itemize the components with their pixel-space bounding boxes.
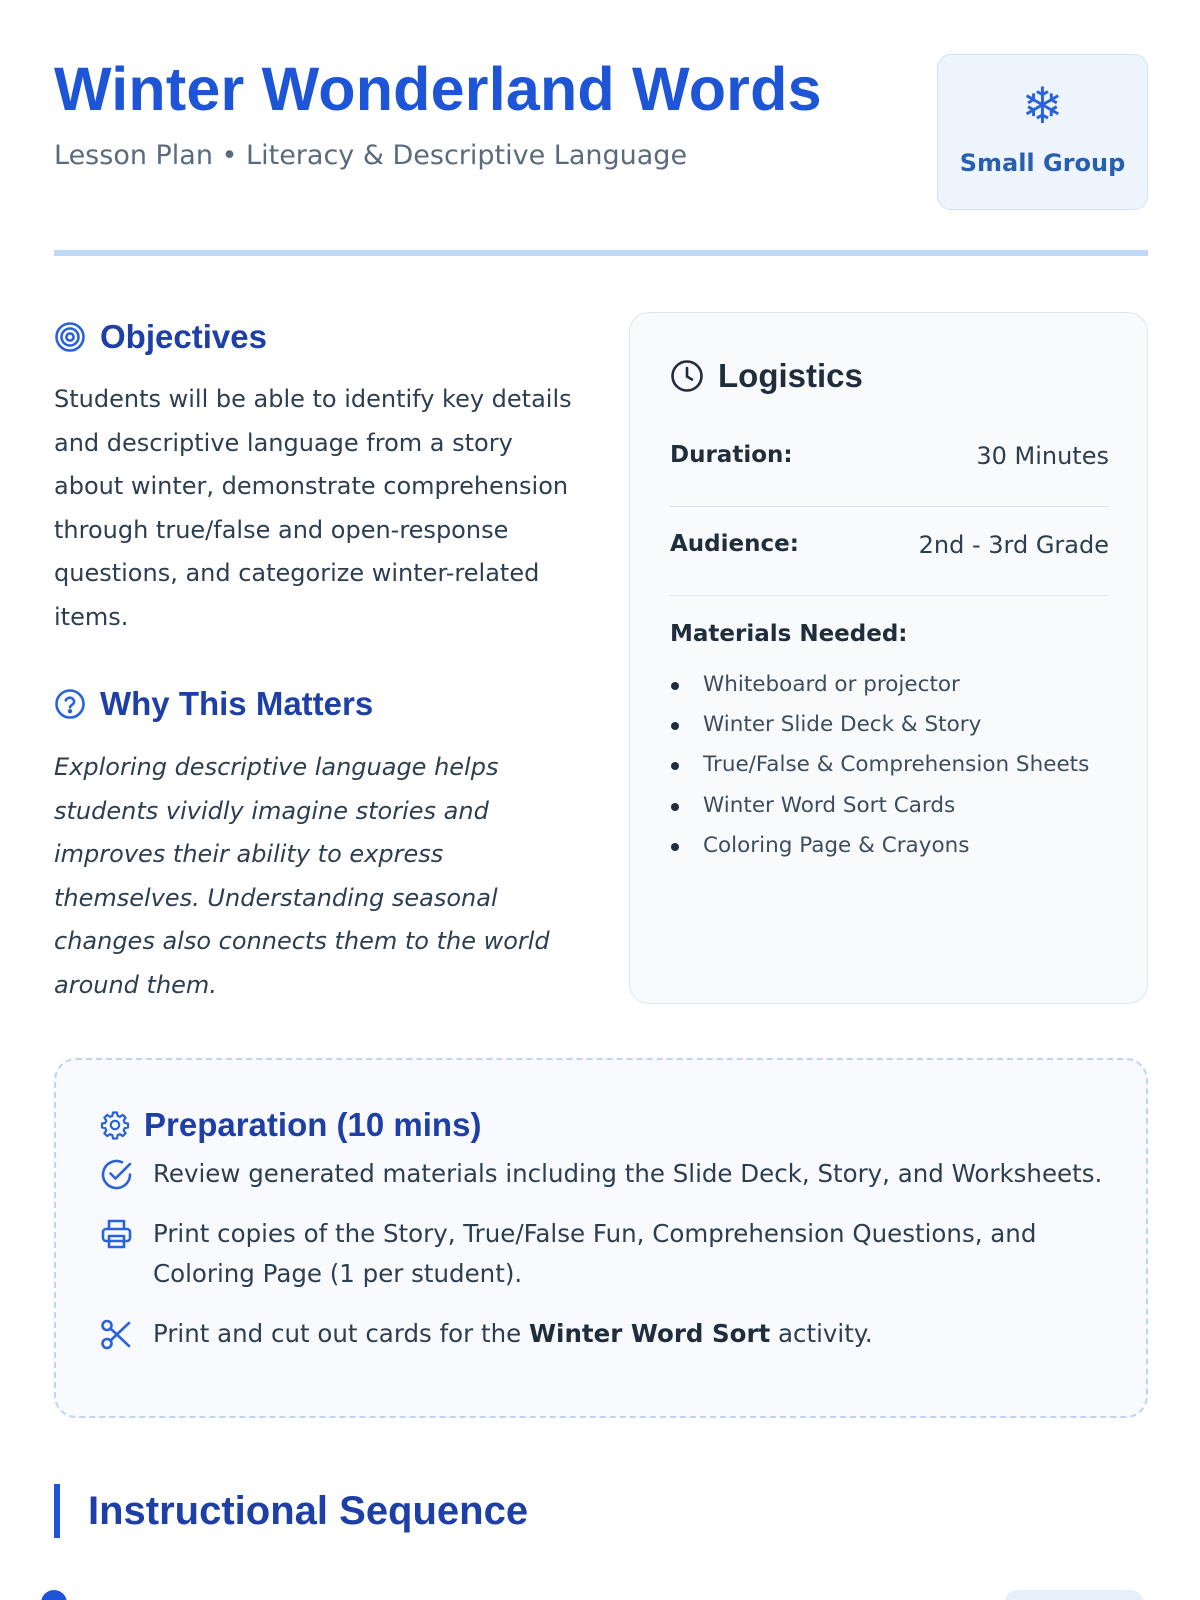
duration-value: 30 Minutes xyxy=(976,442,1109,470)
materials-title: Materials Needed: xyxy=(670,621,908,647)
materials-list xyxy=(670,665,1089,866)
prep-item-text-bold: Winter Word Sort xyxy=(529,1319,771,1348)
why-line: around them. xyxy=(54,970,217,999)
objectives-line: and descriptive language from a story xyxy=(54,428,513,457)
prep-item-print xyxy=(100,1214,1113,1294)
target-icon xyxy=(54,321,86,353)
why-line: Exploring descriptive language helps xyxy=(54,753,499,781)
prep-item-text xyxy=(153,1214,1113,1294)
duration-label: Duration: xyxy=(670,442,793,468)
group-badge-label: Small Group xyxy=(959,149,1126,177)
prep-item-cut xyxy=(100,1314,1113,1354)
prep-item-line: Coloring Page (1 per student). xyxy=(153,1259,523,1288)
logistics-card xyxy=(629,312,1148,1004)
why-heading xyxy=(54,685,373,723)
timeline-dot xyxy=(41,1590,67,1600)
material-item: Whiteboard or projector xyxy=(670,665,1089,705)
prep-item-review xyxy=(100,1154,1113,1194)
printer-icon xyxy=(100,1218,133,1251)
step-time-pill xyxy=(1004,1590,1144,1600)
material-item: True/False & Comprehension Sheets xyxy=(670,745,1089,785)
why-line: improves their ability to express xyxy=(54,840,444,868)
prep-item-text-after: activity. xyxy=(770,1319,873,1348)
material-item: Coloring Page & Crayons xyxy=(670,826,1089,866)
prep-item-line: Print copies of the Story, True/False Fun, Comprehension Questions, and xyxy=(153,1219,1037,1248)
page-subtitle: Lesson Plan • Literacy & Descriptive Language xyxy=(54,140,688,171)
objectives-title: Objectives xyxy=(100,318,267,355)
gear-icon xyxy=(100,1110,130,1140)
prep-item-text xyxy=(153,1314,1113,1354)
logistics-heading xyxy=(670,357,863,395)
snowflake-icon: ❄ xyxy=(1021,77,1064,135)
question-circle-icon xyxy=(54,688,86,720)
audience-label: Audience: xyxy=(670,531,799,557)
lesson-header xyxy=(54,50,1148,220)
objectives-line: about winter, demonstrate comprehension xyxy=(54,472,569,500)
sequence-accent-bar xyxy=(54,1484,60,1538)
prep-item-text-before: Print and cut out cards for the xyxy=(153,1319,530,1348)
sequence-heading xyxy=(54,1484,528,1538)
why-line: themselves. Understanding seasonal xyxy=(54,883,498,912)
check-circle-icon xyxy=(100,1158,133,1191)
preparation-box xyxy=(54,1058,1148,1418)
clock-icon xyxy=(670,359,704,393)
preparation-title: Preparation (10 mins) xyxy=(144,1106,482,1143)
why-line: changes also connects them to the world xyxy=(54,927,550,955)
why-line: students vividly imagine stories and xyxy=(54,796,489,825)
prep-item-text: Review generated materials including the Slide Deck, Story, and Worksheets. xyxy=(153,1159,1103,1188)
page-title: Winter Wonderland Words xyxy=(54,55,822,123)
material-item: Winter Word Sort Cards xyxy=(670,786,1089,826)
objectives-line: questions, and categorize winter-related xyxy=(54,559,540,587)
objectives-heading xyxy=(54,318,267,356)
scissors-icon xyxy=(100,1318,133,1351)
sequence-title: Instructional Sequence xyxy=(88,1488,529,1533)
logistics-row-audience xyxy=(670,507,1109,596)
header-divider xyxy=(54,250,1148,256)
logistics-title: Logistics xyxy=(718,357,863,394)
objectives-line: items. xyxy=(54,602,129,631)
preparation-heading xyxy=(100,1106,481,1144)
objectives-text xyxy=(54,378,594,639)
why-title: Why This Matters xyxy=(100,685,374,722)
audience-value: 2nd - 3rd Grade xyxy=(918,531,1109,559)
logistics-row-duration xyxy=(670,418,1109,507)
group-badge xyxy=(937,54,1148,210)
objectives-line: through true/false and open-response xyxy=(54,515,509,544)
objectives-line: Students will be able to identify key details xyxy=(54,385,572,413)
material-item: Winter Slide Deck & Story xyxy=(670,705,1089,745)
why-text xyxy=(54,746,594,1007)
